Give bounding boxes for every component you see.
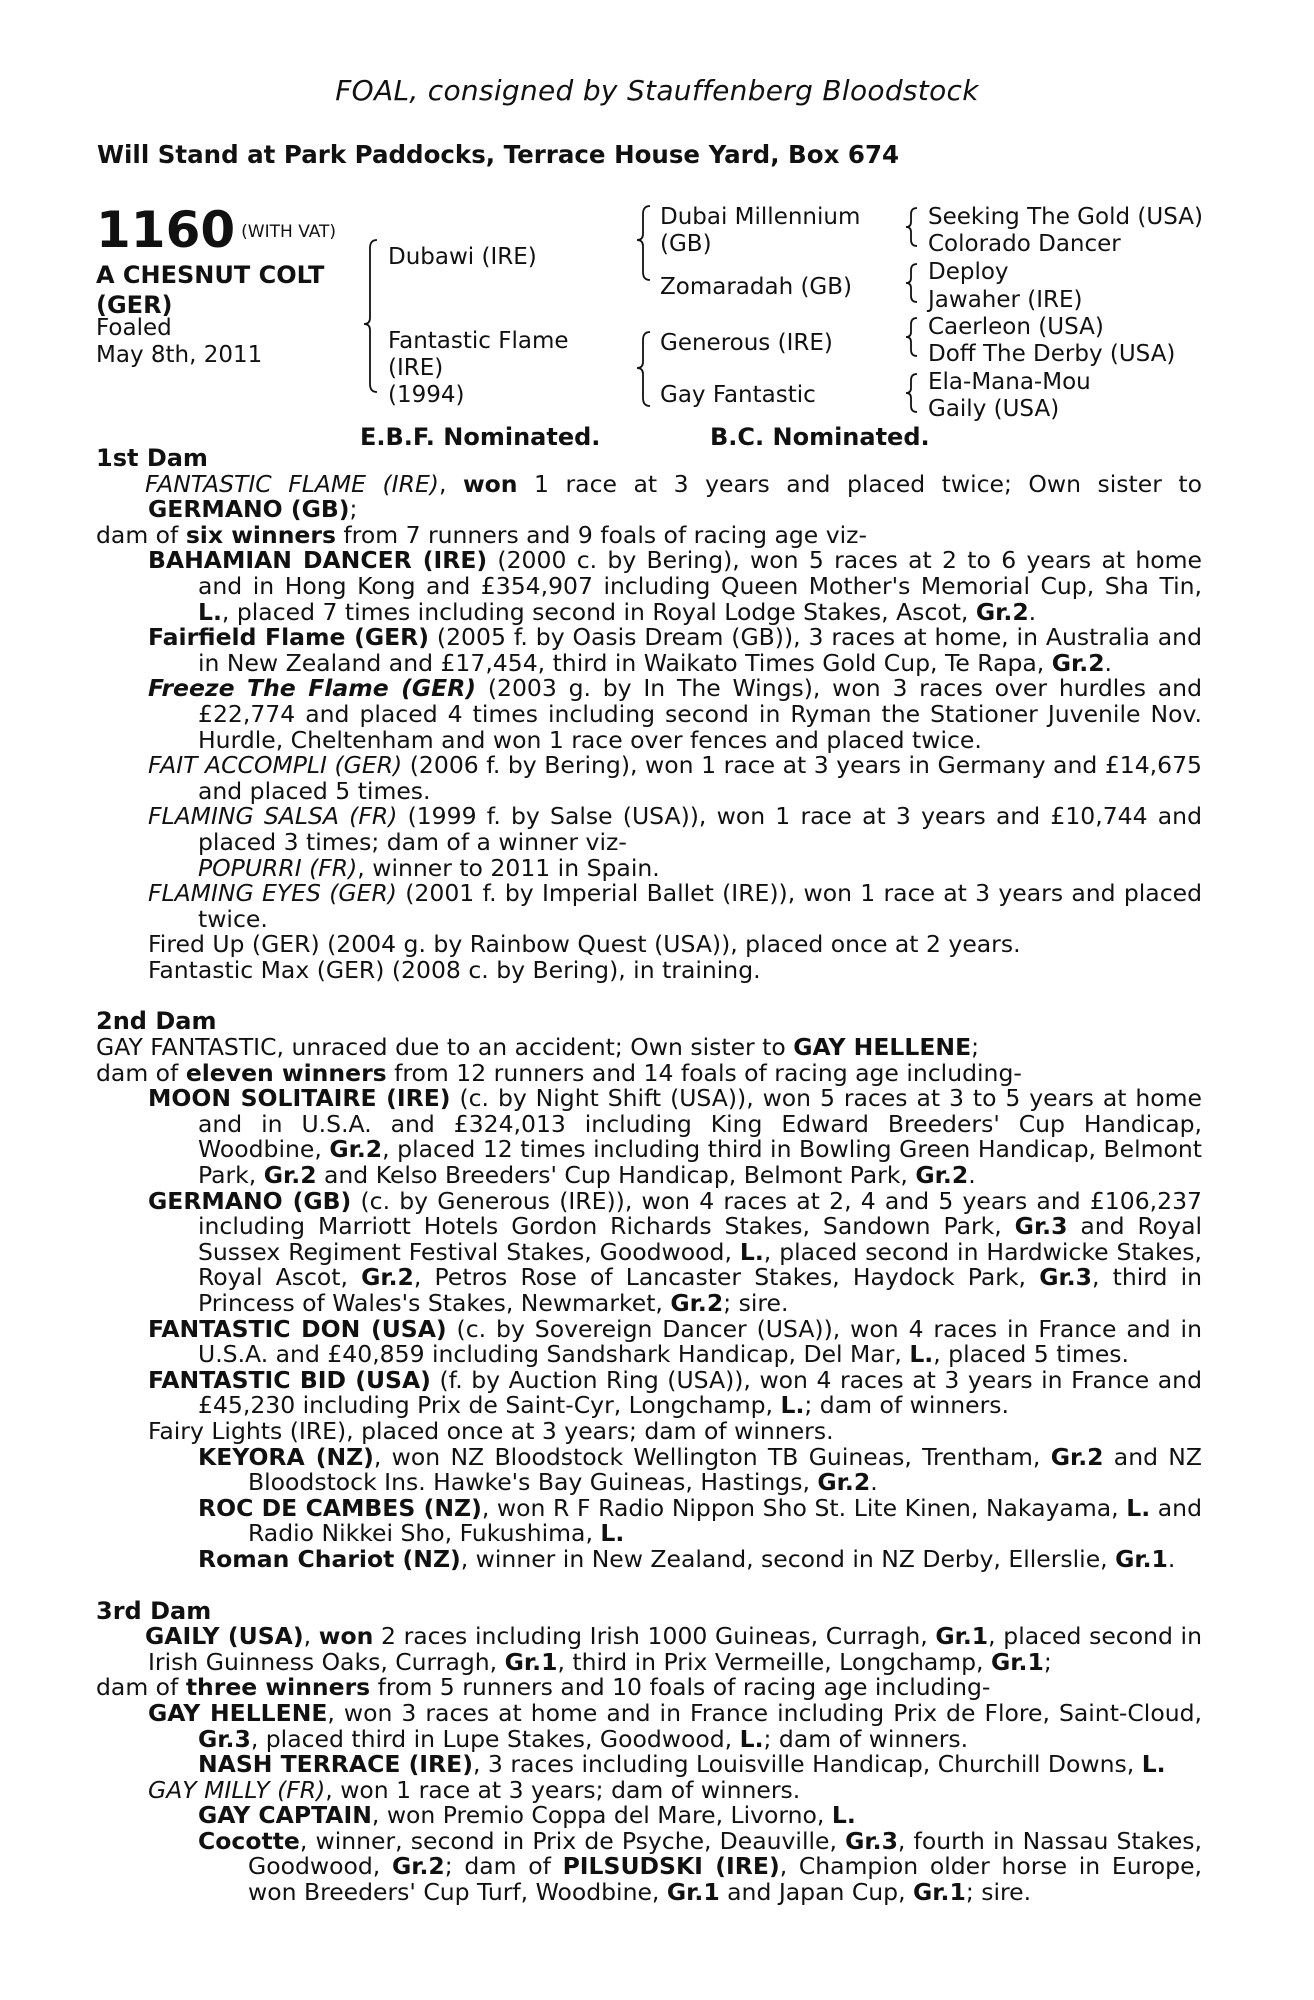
first-dam-intro: FANTASTIC FLAME (IRE), won 1 race at 3 years and placed twice; Own sister to GERMANO (GB); xyxy=(145,469,1202,524)
horse-name: FANTASTIC DON (USA) xyxy=(148,1314,447,1343)
first-dam-heading: 1st Dam xyxy=(96,444,208,472)
text: , winner, second in Prix de Psyche, Deauville, xyxy=(299,1826,846,1855)
pedigree-dam-line1: Fantastic Flame xyxy=(388,328,569,354)
text: from 5 runners and 10 foals of racing age including- xyxy=(370,1673,991,1702)
grade: Gr.1 xyxy=(1115,1544,1168,1573)
text: ; sire. xyxy=(723,1289,789,1317)
horse-name: GAILY (USA) xyxy=(145,1622,304,1651)
pedigree-dam-sire: Generous (IRE) xyxy=(660,330,833,356)
second-dam-intro: GAY FANTASTIC, unraced due to an accident; Own sister to GAY HELLENE; xyxy=(96,1033,980,1062)
pedigree-g2: Colorado Dancer xyxy=(928,231,1121,257)
text: , won 1 race at 3 years; dam of winners. xyxy=(325,1775,801,1804)
pedigree-dam-line3: (1994) xyxy=(388,382,465,408)
text: (c. by Night Shift (USA)), won 5 races at 3 to 5 years at home and in U.S.A. and £324,013 including King Edward Breeders' Cup Handicap, Woodbine, xyxy=(198,1084,1202,1164)
text: , placed third in Lupe Stakes, Goodwood, xyxy=(250,1724,740,1753)
text: ; dam of winners. xyxy=(763,1724,969,1753)
grade: Gr.2 xyxy=(975,597,1029,626)
pedigree-g7: Ela-Mana-Mou xyxy=(928,369,1091,395)
text: (2005 f. by Oasis Dream (GB)), 3 races at home, in Australia and in New Zealand and £17,454, third in Waikato Times Gold Cup, Te Rapa, xyxy=(198,623,1202,677)
horse-name: GAY HELLENE xyxy=(148,1698,328,1727)
second-dam-summary xyxy=(96,1058,1202,1087)
pedigree-g6: Doff The Derby (USA) xyxy=(928,341,1176,367)
pedigree-g4: Jawaher (IRE) xyxy=(928,287,1083,313)
horse-name: NASH TERRACE (IRE) xyxy=(198,1750,473,1779)
text: (2006 f. by Bering), won 1 race at 3 years in Germany and £14,675 and placed 5 times. xyxy=(198,751,1202,805)
third-dam-heading: 3rd Dam xyxy=(96,1596,212,1625)
lot-description-line1: A CHESNUT COLT xyxy=(96,261,325,289)
pedigree-g8: Gaily (USA) xyxy=(928,396,1060,422)
grade: L. xyxy=(1141,1750,1166,1779)
grade: Gr.1 xyxy=(913,1878,966,1907)
pedigree-sire-sire xyxy=(660,204,860,258)
progeny-entry xyxy=(96,881,1202,932)
winner-count: three winners xyxy=(185,1673,371,1702)
horse-name: FAIT ACCOMPLI (GER) xyxy=(148,751,403,780)
progeny-entry xyxy=(96,1314,1202,1369)
grand-progeny-entry: KEYORA (NZ), won NZ Bloodstock Wellington TB Guineas, Trentham, Gr.2 and NZ Bloodstock Ins. Hawke's Bay Guineas, Hastings, Gr.2. xyxy=(198,1442,1202,1497)
horse-name: KEYORA (NZ) xyxy=(198,1442,374,1471)
horse-name: POPURRI (FR) xyxy=(198,853,358,882)
text: , placed second in Irish Guinness Oaks, Curragh, xyxy=(148,1622,1202,1676)
grade: L. xyxy=(739,1237,764,1266)
progeny-entry xyxy=(96,676,1202,753)
vat-note: (WITH VAT) xyxy=(241,222,337,242)
text: , third in Princess of Wales's Stakes, Newmarket, xyxy=(198,1263,1202,1317)
text: ; dam of xyxy=(444,1852,563,1881)
grade: Gr.2 xyxy=(1051,648,1105,677)
text: , Petros Rose of Lancaster Stakes, Haydock Park, xyxy=(413,1263,1040,1292)
horse-name: Fairfield Flame (GER) xyxy=(148,623,429,652)
text: , won R F Radio Nippon Sho St. Lite Kinen, Nakayama, xyxy=(481,1493,1127,1522)
text: 2 races including Irish 1000 Guineas, Curragh, xyxy=(373,1622,936,1651)
text: GAY FANTASTIC, unraced due to an accident; Own sister to xyxy=(96,1033,794,1062)
text: (2003 g. by In The Wings), won 3 races over hurdles and £22,774 and placed 4 times including second in Ryman the Stationer Juvenile Nov. Hurdle, Cheltenham and won 1 race over fences and placed twice. xyxy=(198,674,1202,754)
winner-count: six winners xyxy=(185,520,336,549)
first-dam-name: FANTASTIC FLAME (IRE) xyxy=(145,469,439,498)
text: , placed 7 times including second in Royal Lodge Stakes, Ascot, xyxy=(221,597,976,626)
grade: L. xyxy=(831,1801,856,1830)
text: (c. by Sovereign Dancer (USA)), won 4 races in France and in U.S.A. and £40,859 including Sandshark Handicap, Del Mar, xyxy=(198,1314,1202,1369)
pedigree-g3: Deploy xyxy=(928,259,1009,285)
progeny-entry: Fairy Lights (IRE), placed once at 3 years; dam of winners. xyxy=(148,1416,834,1445)
text: and NZ Bloodstock Ins. Hawke's Bay Guineas, Hastings, xyxy=(248,1442,1202,1497)
text: (2001 f. by Imperial Ballet (IRE)), won 1 race at 3 years and placed twice. xyxy=(198,879,1203,933)
bc-nominated: B.C. Nominated. xyxy=(710,423,930,451)
pedigree-dam xyxy=(388,328,569,409)
text: and Radio Nikkei Sho, Fukushima, xyxy=(248,1493,1202,1548)
progeny-entry: Fantastic Max (GER) (2008 c. by Bering), in training. xyxy=(148,955,761,984)
text: , third in Prix Vermeille, Longchamp, xyxy=(557,1647,991,1676)
grand-progeny-entry xyxy=(96,1493,1202,1548)
horse-name: FLAMING SALSA (FR) xyxy=(148,802,398,831)
text: , winner in New Zealand, second in NZ Derby, Ellerslie, xyxy=(460,1544,1116,1573)
foaled-date: May 8th, 2011 xyxy=(96,342,263,368)
grade: Gr.3 xyxy=(1039,1263,1092,1292)
text: (f. by Auction Ring (USA)), won 4 races at 3 years in France and £45,230 including Prix de Saint-Cyr, Longchamp, xyxy=(198,1365,1202,1420)
text: , placed 5 times. xyxy=(933,1340,1129,1369)
progeny-entry xyxy=(96,1698,1202,1753)
pedigree-g1: Seeking The Gold (USA) xyxy=(928,204,1203,230)
text: from 7 runners and 9 foals of racing age viz- xyxy=(335,520,867,549)
text: , placed second in Hardwicke Stakes, Royal Ascot, xyxy=(198,1237,1202,1292)
text: dam of xyxy=(96,1058,186,1087)
grade: L. xyxy=(1126,1493,1151,1522)
text: , winner to 2011 in Spain. xyxy=(357,853,660,882)
text: dam of xyxy=(96,1673,186,1702)
consignment-line: FOAL, consigned by Stauffenberg Bloodstock xyxy=(335,74,979,107)
pedigree-sire: Dubawi (IRE) xyxy=(388,244,537,270)
text: (2000 c. by Bering), won 5 races at 2 to 6 years at home and in Hong Kong and £354,907 including Queen Mother's Memorial Cup, Sha Tin, xyxy=(198,546,1202,600)
progeny-entry: MOON SOLITAIRE (IRE) (c. by Night Shift (USA)), won 5 races at 3 to 5 years at home and in U.S.A. and £324,013 including King Edward Breeders' Cup Handicap, Woodbine, Gr.2, placed 12 times including third in Bowling Green Handicap, Belmont Park, Gr.2 and Kelso Breeders' Cup Handicap, Belmont Park, Gr.2. xyxy=(148,1084,1202,1190)
text: , won NZ Bloodstock Wellington TB Guineas, Trentham, xyxy=(373,1442,1051,1471)
text: dam of xyxy=(96,520,186,549)
grade: Gr.3 xyxy=(1014,1212,1068,1241)
text: and Kelso Breeders' Cup Handicap, Belmont Park, xyxy=(316,1161,916,1190)
horse-name: BAHAMIAN DANCER (IRE) xyxy=(148,546,488,575)
pedigree-g5: Caerleon (USA) xyxy=(928,314,1104,340)
horse-name: Roman Chariot (NZ) xyxy=(198,1544,461,1573)
horse-name: PILSUDSKI (IRE) xyxy=(562,1852,780,1881)
grade: Gr.2 xyxy=(915,1161,969,1190)
text: and Japan Cup, xyxy=(719,1878,914,1907)
first-dam-intro-text: 1 race at 3 years and placed twice; Own sister to xyxy=(517,469,1202,498)
text: and Royal Sussex Regiment Festival Stakes, Goodwood, xyxy=(198,1212,1203,1266)
progeny-entry xyxy=(96,753,1202,804)
text: , placed 12 times including third in Bowling Green Handicap, Belmont Park, xyxy=(198,1135,1202,1190)
grand-progeny-entry xyxy=(96,1826,1202,1907)
text: , 3 races including Louisville Handicap, Churchill Downs, xyxy=(472,1750,1142,1779)
progeny-entry xyxy=(96,804,1202,855)
grade: Gr.2 xyxy=(1050,1442,1104,1471)
progeny-entry: Fairfield Flame (GER) (2005 f. by Oasis Dream (GB)), 3 races at home, in Australia and in New Zealand and £17,454, third in Waikato Times Gold Cup, Te Rapa, Gr.2. xyxy=(148,623,1202,677)
grade: L. xyxy=(909,1340,934,1369)
grade: L. xyxy=(600,1519,625,1548)
pedigree-sire-sire-line2: (GB) xyxy=(660,231,712,257)
grade: L. xyxy=(780,1391,805,1420)
horse-name: Freeze The Flame (GER) xyxy=(148,674,477,703)
text: , won Premio Coppa del Mare, Livorno, xyxy=(371,1801,832,1830)
progeny-entry: BAHAMIAN DANCER (IRE) (2000 c. by Bering), won 5 races at 2 to 6 years at home and in Hong Kong and £354,907 including Queen Mother's Memorial Cup, Sha Tin, L., placed 7 times including second in Royal Lodge Stakes, Ascot, Gr.2. xyxy=(148,546,1202,626)
text: , fourth in Nassau Stakes, Goodwood, xyxy=(248,1826,1202,1881)
pedigree-sire-sire-line1: Dubai Millennium xyxy=(660,204,861,230)
progeny-entry xyxy=(96,1186,1203,1317)
horse-name: FANTASTIC BID (USA) xyxy=(148,1365,431,1394)
stand-location: Will Stand at Park Paddocks, Terrace House Yard, Box 674 xyxy=(97,140,900,169)
ebf-nominated: E.B.F. Nominated. xyxy=(360,423,601,451)
foaled-label: Foaled xyxy=(96,315,172,341)
horse-name: GAY HELLENE xyxy=(793,1033,972,1062)
horse-name: MOON SOLITAIRE (IRE) xyxy=(148,1084,451,1113)
text: ; sire. xyxy=(965,1878,1032,1907)
grade: Gr.1 xyxy=(504,1647,558,1676)
grade: Gr.1 xyxy=(666,1878,720,1907)
horse-name: GERMANO (GB) xyxy=(148,1186,352,1215)
progeny-entry xyxy=(96,1775,1202,1804)
winner-count: eleven winners xyxy=(185,1058,387,1087)
grade: Gr.2 xyxy=(329,1135,383,1164)
horse-name: FLAMING EYES (GER) xyxy=(148,879,397,908)
first-dam-sister: GERMANO (GB) xyxy=(148,495,350,524)
horse-name: Cocotte xyxy=(198,1826,300,1855)
grand-progeny-entry: Roman Chariot (NZ), winner in New Zealand, second in NZ Derby, Ellerslie, Gr.1. xyxy=(198,1544,1176,1573)
pedigree-sire-dam: Zomaradah (GB) xyxy=(660,274,853,300)
first-dam-won: won xyxy=(462,469,518,498)
horse-name: ROC DE CAMBES (NZ) xyxy=(198,1493,482,1522)
grade: Gr.2 xyxy=(391,1852,445,1881)
grade: Gr.3 xyxy=(198,1724,251,1753)
progeny-entry: Fired Up (GER) (2004 g. by Rainbow Quest (USA)), placed once at 2 years. xyxy=(148,930,1021,959)
horse-name: GAY CAPTAIN xyxy=(198,1801,372,1830)
grade: L. xyxy=(198,597,222,626)
progeny-entry xyxy=(96,1365,1202,1420)
second-dam-heading: 2nd Dam xyxy=(96,1007,217,1036)
grade: Gr.1 xyxy=(935,1622,989,1651)
pedigree-dam-line2: (IRE) xyxy=(388,355,444,381)
won: won xyxy=(318,1622,374,1651)
grand-progeny-entry xyxy=(96,1803,1202,1829)
first-dam-summary xyxy=(96,520,1202,549)
grand-progeny-entry xyxy=(96,1752,1202,1778)
grade: Gr.2 xyxy=(361,1263,414,1292)
text: from 12 runners and 14 foals of racing age including- xyxy=(386,1058,1022,1087)
grade: L. xyxy=(739,1724,764,1753)
grade: Gr.2 xyxy=(263,1161,317,1190)
text: (1999 f. by Salse (USA)), won 1 race at 3 years and £10,744 and placed 3 times; dam of a winner viz- xyxy=(198,802,1202,856)
lot-description-line2: (GER) xyxy=(96,291,173,319)
grade: Gr.2 xyxy=(670,1289,724,1317)
grade: Gr.3 xyxy=(845,1826,898,1855)
horse-name: GAY MILLY (FR) xyxy=(148,1775,326,1804)
third-dam-intro: GAILY (USA), won 2 races including Irish 1000 Guineas, Curragh, Gr.1, placed second in Irish Guinness Oaks, Curragh, Gr.1, third in Prix Vermeille, Longchamp, Gr.1; xyxy=(145,1622,1202,1676)
catalogue-body xyxy=(96,446,1202,1906)
lot-number: 1160 xyxy=(96,201,236,259)
pedigree-dam-dam: Gay Fantastic xyxy=(660,382,816,408)
grade: Gr.1 xyxy=(991,1647,1044,1676)
third-dam-summary xyxy=(96,1675,1202,1701)
grade: Gr.2 xyxy=(817,1468,871,1497)
grand-progeny-entry xyxy=(96,853,1202,882)
text: , won 3 races at home and in France including Prix de Flore, Saint-Cloud, xyxy=(327,1698,1202,1727)
text: (c. by Generous (IRE)), won 4 races at 2, 4 and 5 years and £106,237 including Marriott Hotels Gordon Richards Stakes, Sandown Park, xyxy=(198,1186,1202,1241)
text: ; dam of winners. xyxy=(804,1391,1009,1420)
text: , Champion older horse in Europe, won Breeders' Cup Turf, Woodbine, xyxy=(248,1852,1202,1907)
